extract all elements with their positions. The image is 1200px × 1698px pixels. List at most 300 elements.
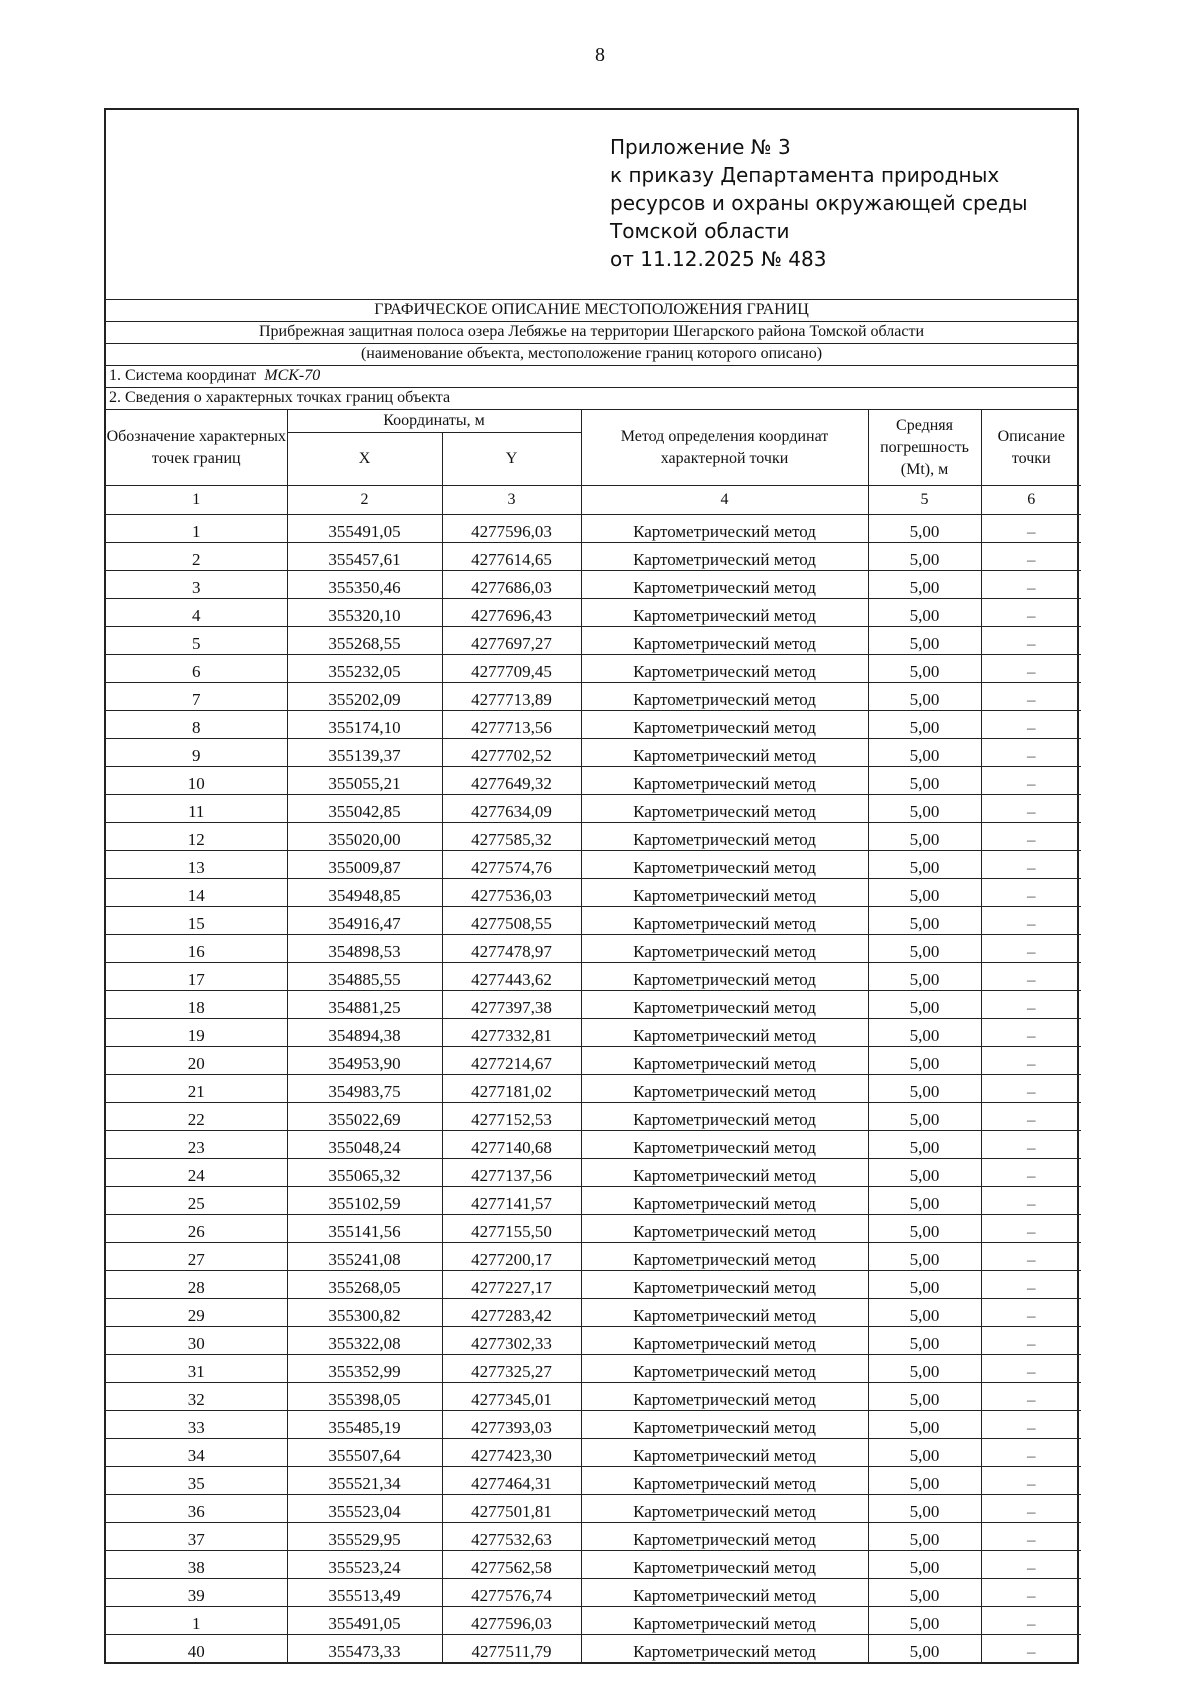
table-row [106, 1467, 1081, 1495]
method-cell: Картометрический метод [581, 1047, 868, 1075]
description-cell: – [981, 683, 1081, 711]
appendix-line: Томской области [610, 219, 790, 243]
error-cell: 5,00 [868, 1271, 981, 1299]
error-cell: 5,00 [868, 1383, 981, 1411]
description-cell: – [981, 1495, 1081, 1523]
y-cell: 4277325,27 [442, 1355, 581, 1383]
x-cell: 355457,61 [287, 543, 442, 571]
point-cell: 24 [106, 1159, 287, 1187]
point-cell: 40 [106, 1635, 287, 1663]
method-cell: Картометрический метод [581, 1495, 868, 1523]
y-cell: 4277302,33 [442, 1327, 581, 1355]
error-cell: 5,00 [868, 1355, 981, 1383]
method-cell: Картометрический метод [581, 1271, 868, 1299]
appendix-line: ресурсов и охраны окружающей среды [610, 191, 1028, 215]
description-cell: – [981, 1551, 1081, 1579]
description-cell: – [981, 515, 1081, 543]
table-row [106, 1103, 1081, 1131]
x-cell: 355398,05 [287, 1383, 442, 1411]
point-cell: 3 [106, 571, 287, 599]
x-cell: 355300,82 [287, 1299, 442, 1327]
method-cell: Картометрический метод [581, 767, 868, 795]
error-cell: 5,00 [868, 1411, 981, 1439]
table-row [106, 1243, 1081, 1271]
coord-system-value: МСК-70 [264, 367, 321, 384]
x-cell: 355055,21 [287, 767, 442, 795]
y-cell: 4277141,57 [442, 1187, 581, 1215]
y-cell: 4277649,32 [442, 767, 581, 795]
x-cell: 355268,55 [287, 627, 442, 655]
error-cell: 5,00 [868, 963, 981, 991]
y-cell: 4277227,17 [442, 1271, 581, 1299]
header-description: Описание точки [981, 410, 1081, 486]
point-cell: 30 [106, 1327, 287, 1355]
y-cell: 4277423,30 [442, 1439, 581, 1467]
method-cell: Картометрический метод [581, 1551, 868, 1579]
method-cell: Картометрический метод [581, 1327, 868, 1355]
error-cell: 5,00 [868, 1075, 981, 1103]
x-cell: 354953,90 [287, 1047, 442, 1075]
method-cell: Картометрический метод [581, 1299, 868, 1327]
description-cell: – [981, 1187, 1081, 1215]
column-number: 1 [106, 486, 287, 515]
table-row [106, 1271, 1081, 1299]
method-cell: Картометрический метод [581, 543, 868, 571]
header-x: X [287, 433, 442, 486]
point-cell: 34 [106, 1439, 287, 1467]
description-cell: – [981, 1299, 1081, 1327]
method-cell: Картометрический метод [581, 1131, 868, 1159]
x-cell: 355523,04 [287, 1495, 442, 1523]
table-row [106, 1411, 1081, 1439]
error-cell: 5,00 [868, 711, 981, 739]
x-cell: 355022,69 [287, 1103, 442, 1131]
description-cell: – [981, 1159, 1081, 1187]
table-row [106, 711, 1081, 739]
description-cell: – [981, 1243, 1081, 1271]
method-cell: Картометрический метод [581, 991, 868, 1019]
header-point: Обозначение характерных точек границ [106, 410, 287, 486]
error-cell: 5,00 [868, 1159, 981, 1187]
y-cell: 4277501,81 [442, 1495, 581, 1523]
method-cell: Картометрический метод [581, 655, 868, 683]
point-cell: 37 [106, 1523, 287, 1551]
table-row [106, 571, 1081, 599]
table-row [106, 935, 1081, 963]
point-cell: 10 [106, 767, 287, 795]
description-cell: – [981, 1327, 1081, 1355]
y-cell: 4277585,32 [442, 823, 581, 851]
description-cell: – [981, 1103, 1081, 1131]
description-cell: – [981, 1075, 1081, 1103]
point-cell: 22 [106, 1103, 287, 1131]
y-cell: 4277697,27 [442, 627, 581, 655]
description-cell: – [981, 1523, 1081, 1551]
point-cell: 4 [106, 599, 287, 627]
x-cell: 355352,99 [287, 1355, 442, 1383]
error-cell: 5,00 [868, 1523, 981, 1551]
point-cell: 21 [106, 1075, 287, 1103]
x-cell: 354881,25 [287, 991, 442, 1019]
method-cell: Картометрический метод [581, 1383, 868, 1411]
object-name: Прибрежная защитная полоса озера Лебяжье на территории Шегарского района Томской области [106, 322, 1077, 344]
point-cell: 39 [106, 1579, 287, 1607]
point-cell: 19 [106, 1019, 287, 1047]
description-cell: – [981, 1579, 1081, 1607]
table-row [106, 767, 1081, 795]
y-cell: 4277696,43 [442, 599, 581, 627]
table-row [106, 1019, 1081, 1047]
table-row [106, 739, 1081, 767]
y-cell: 4277596,03 [442, 1607, 581, 1635]
header-method: Метод определения координат характерной точки [581, 410, 868, 486]
point-cell: 31 [106, 1355, 287, 1383]
description-cell: – [981, 1355, 1081, 1383]
error-cell: 5,00 [868, 1103, 981, 1131]
x-cell: 355491,05 [287, 1607, 442, 1635]
x-cell: 355174,10 [287, 711, 442, 739]
table-row [106, 907, 1081, 935]
table-row [106, 515, 1081, 543]
x-cell: 355473,33 [287, 1635, 442, 1663]
error-cell: 5,00 [868, 1635, 981, 1663]
x-cell: 355529,95 [287, 1523, 442, 1551]
description-cell: – [981, 1047, 1081, 1075]
appendix-line: к приказу Департамента природных [610, 163, 1000, 187]
method-cell: Картометрический метод [581, 571, 868, 599]
y-cell: 4277155,50 [442, 1215, 581, 1243]
table-row [106, 1159, 1081, 1187]
error-cell: 5,00 [868, 1299, 981, 1327]
method-cell: Картометрический метод [581, 1187, 868, 1215]
x-cell: 355268,05 [287, 1271, 442, 1299]
table-row [106, 879, 1081, 907]
point-cell: 8 [106, 711, 287, 739]
method-cell: Картометрический метод [581, 795, 868, 823]
error-cell: 5,00 [868, 879, 981, 907]
description-cell: – [981, 851, 1081, 879]
x-cell: 355241,08 [287, 1243, 442, 1271]
table-row [106, 599, 1081, 627]
points-body [106, 515, 1081, 1663]
appendix-text [610, 133, 1028, 273]
table-row [106, 1187, 1081, 1215]
description-cell: – [981, 1215, 1081, 1243]
y-cell: 4277713,56 [442, 711, 581, 739]
error-cell: 5,00 [868, 1019, 981, 1047]
description-cell: – [981, 935, 1081, 963]
column-number: 2 [287, 486, 442, 515]
point-cell: 33 [106, 1411, 287, 1439]
point-cell: 25 [106, 1187, 287, 1215]
y-cell: 4277464,31 [442, 1467, 581, 1495]
table-row [106, 655, 1081, 683]
y-cell: 4277702,52 [442, 739, 581, 767]
x-cell: 355521,34 [287, 1467, 442, 1495]
description-cell: – [981, 963, 1081, 991]
method-cell: Картометрический метод [581, 963, 868, 991]
header-coords: Координаты, м [287, 410, 581, 433]
x-cell: 355507,64 [287, 1439, 442, 1467]
table-row [106, 1439, 1081, 1467]
point-cell: 35 [106, 1467, 287, 1495]
y-cell: 4277345,01 [442, 1383, 581, 1411]
table-row [106, 851, 1081, 879]
appendix-line: Приложение № 3 [610, 135, 791, 159]
y-cell: 4277713,89 [442, 683, 581, 711]
point-cell: 32 [106, 1383, 287, 1411]
error-cell: 5,00 [868, 1327, 981, 1355]
description-cell: – [981, 907, 1081, 935]
x-cell: 355485,19 [287, 1411, 442, 1439]
column-number: 3 [442, 486, 581, 515]
error-cell: 5,00 [868, 1131, 981, 1159]
point-cell: 17 [106, 963, 287, 991]
y-cell: 4277181,02 [442, 1075, 581, 1103]
y-cell: 4277140,68 [442, 1131, 581, 1159]
x-cell: 355141,56 [287, 1215, 442, 1243]
description-cell: – [981, 599, 1081, 627]
method-cell: Картометрический метод [581, 1467, 868, 1495]
y-cell: 4277596,03 [442, 515, 581, 543]
point-cell: 27 [106, 1243, 287, 1271]
header-error: Средняя погрешность (Mt), м [868, 410, 981, 486]
description-cell: – [981, 739, 1081, 767]
description-cell: – [981, 1019, 1081, 1047]
x-cell: 355232,05 [287, 655, 442, 683]
appendix-block [106, 110, 1077, 300]
y-cell: 4277511,79 [442, 1635, 581, 1663]
method-cell: Картометрический метод [581, 1103, 868, 1131]
error-cell: 5,00 [868, 1215, 981, 1243]
x-cell: 355350,46 [287, 571, 442, 599]
y-cell: 4277152,53 [442, 1103, 581, 1131]
appendix-line: от 11.12.2025 № 483 [610, 247, 827, 271]
method-cell: Картометрический метод [581, 1243, 868, 1271]
description-cell: – [981, 627, 1081, 655]
point-cell: 6 [106, 655, 287, 683]
error-cell: 5,00 [868, 1467, 981, 1495]
error-cell: 5,00 [868, 683, 981, 711]
y-cell: 4277443,62 [442, 963, 581, 991]
error-cell: 5,00 [868, 1187, 981, 1215]
table-row [106, 1075, 1081, 1103]
description-cell: – [981, 1607, 1081, 1635]
x-cell: 355202,09 [287, 683, 442, 711]
point-cell: 29 [106, 1299, 287, 1327]
error-cell: 5,00 [868, 823, 981, 851]
y-cell: 4277574,76 [442, 851, 581, 879]
method-cell: Картометрический метод [581, 683, 868, 711]
method-cell: Картометрический метод [581, 907, 868, 935]
error-cell: 5,00 [868, 935, 981, 963]
table-row [106, 1215, 1081, 1243]
x-cell: 355513,49 [287, 1579, 442, 1607]
point-cell: 23 [106, 1131, 287, 1159]
method-cell: Картометрический метод [581, 823, 868, 851]
method-cell: Картометрический метод [581, 515, 868, 543]
x-cell: 355102,59 [287, 1187, 442, 1215]
y-cell: 4277393,03 [442, 1411, 581, 1439]
description-cell: – [981, 543, 1081, 571]
point-cell: 2 [106, 543, 287, 571]
column-number: 4 [581, 486, 868, 515]
error-cell: 5,00 [868, 851, 981, 879]
method-cell: Картометрический метод [581, 1355, 868, 1383]
table-row [106, 1299, 1081, 1327]
point-cell: 13 [106, 851, 287, 879]
point-cell: 9 [106, 739, 287, 767]
y-cell: 4277536,03 [442, 879, 581, 907]
method-cell: Картометрический метод [581, 1523, 868, 1551]
y-cell: 4277634,09 [442, 795, 581, 823]
method-cell: Картометрический метод [581, 1411, 868, 1439]
table-row [106, 1047, 1081, 1075]
y-cell: 4277332,81 [442, 1019, 581, 1047]
method-cell: Картометрический метод [581, 879, 868, 907]
error-cell: 5,00 [868, 571, 981, 599]
document-frame [104, 108, 1079, 1664]
method-cell: Картометрический метод [581, 1607, 868, 1635]
method-cell: Картометрический метод [581, 1635, 868, 1663]
description-cell: – [981, 1383, 1081, 1411]
y-cell: 4277283,42 [442, 1299, 581, 1327]
description-cell: – [981, 767, 1081, 795]
method-cell: Картометрический метод [581, 851, 868, 879]
error-cell: 5,00 [868, 1607, 981, 1635]
method-cell: Картометрический метод [581, 1159, 868, 1187]
x-cell: 355322,08 [287, 1327, 442, 1355]
method-cell: Картометрический метод [581, 627, 868, 655]
description-cell: – [981, 1131, 1081, 1159]
error-cell: 5,00 [868, 543, 981, 571]
coord-system-label: 1. Система координат [109, 367, 257, 384]
point-cell: 16 [106, 935, 287, 963]
x-cell: 354983,75 [287, 1075, 442, 1103]
method-cell: Картометрический метод [581, 599, 868, 627]
point-cell: 5 [106, 627, 287, 655]
point-cell: 18 [106, 991, 287, 1019]
table-row [106, 1607, 1081, 1635]
y-cell: 4277614,65 [442, 543, 581, 571]
column-number: 5 [868, 486, 981, 515]
method-cell: Картометрический метод [581, 935, 868, 963]
description-cell: – [981, 1467, 1081, 1495]
description-cell: – [981, 795, 1081, 823]
coord-system-row [106, 366, 1077, 388]
table-row [106, 963, 1081, 991]
x-cell: 354948,85 [287, 879, 442, 907]
x-cell: 355009,87 [287, 851, 442, 879]
table-row [106, 1383, 1081, 1411]
error-cell: 5,00 [868, 599, 981, 627]
point-cell: 38 [106, 1551, 287, 1579]
page-number: 8 [595, 44, 605, 66]
table-row [106, 991, 1081, 1019]
x-cell: 354898,53 [287, 935, 442, 963]
object-caption: (наименование объекта, местоположение границ которого описано) [106, 344, 1077, 366]
error-cell: 5,00 [868, 515, 981, 543]
column-number: 6 [981, 486, 1081, 515]
y-cell: 4277709,45 [442, 655, 581, 683]
description-cell: – [981, 1271, 1081, 1299]
method-cell: Картометрический метод [581, 739, 868, 767]
table-row [106, 1579, 1081, 1607]
method-cell: Картометрический метод [581, 1215, 868, 1243]
error-cell: 5,00 [868, 1495, 981, 1523]
table-row [106, 1131, 1081, 1159]
point-cell: 28 [106, 1271, 287, 1299]
error-cell: 5,00 [868, 795, 981, 823]
y-cell: 4277478,97 [442, 935, 581, 963]
boundary-points-table [106, 410, 1081, 1662]
table-row [106, 543, 1081, 571]
table-row [106, 683, 1081, 711]
x-cell: 354894,38 [287, 1019, 442, 1047]
y-cell: 4277200,17 [442, 1243, 581, 1271]
error-cell: 5,00 [868, 1579, 981, 1607]
error-cell: 5,00 [868, 1243, 981, 1271]
method-cell: Картометрический метод [581, 711, 868, 739]
y-cell: 4277137,56 [442, 1159, 581, 1187]
y-cell: 4277686,03 [442, 571, 581, 599]
description-cell: – [981, 823, 1081, 851]
x-cell: 355020,00 [287, 823, 442, 851]
error-cell: 5,00 [868, 907, 981, 935]
x-cell: 355320,10 [287, 599, 442, 627]
x-cell: 355065,32 [287, 1159, 442, 1187]
description-cell: – [981, 1411, 1081, 1439]
section-title: ГРАФИЧЕСКОЕ ОПИСАНИЕ МЕСТОПОЛОЖЕНИЯ ГРАНИЦ [106, 300, 1077, 322]
error-cell: 5,00 [868, 991, 981, 1019]
description-cell: – [981, 1635, 1081, 1663]
point-cell: 7 [106, 683, 287, 711]
table-row [106, 1355, 1081, 1383]
description-cell: – [981, 1439, 1081, 1467]
description-cell: – [981, 711, 1081, 739]
method-cell: Картометрический метод [581, 1579, 868, 1607]
error-cell: 5,00 [868, 1439, 981, 1467]
x-cell: 355523,24 [287, 1551, 442, 1579]
y-cell: 4277532,63 [442, 1523, 581, 1551]
x-cell: 354916,47 [287, 907, 442, 935]
point-cell: 20 [106, 1047, 287, 1075]
point-cell: 15 [106, 907, 287, 935]
point-cell: 11 [106, 795, 287, 823]
point-cell: 26 [106, 1215, 287, 1243]
table-row [106, 1327, 1081, 1355]
description-cell: – [981, 991, 1081, 1019]
table-row [106, 1635, 1081, 1663]
point-cell: 36 [106, 1495, 287, 1523]
table-row [106, 1551, 1081, 1579]
description-cell: – [981, 655, 1081, 683]
method-cell: Картометрический метод [581, 1019, 868, 1047]
table-row [106, 627, 1081, 655]
x-cell: 355042,85 [287, 795, 442, 823]
table-row [106, 1495, 1081, 1523]
x-cell: 355048,24 [287, 1131, 442, 1159]
point-cell: 1 [106, 1607, 287, 1635]
method-cell: Картометрический метод [581, 1439, 868, 1467]
description-cell: – [981, 571, 1081, 599]
y-cell: 4277562,58 [442, 1551, 581, 1579]
error-cell: 5,00 [868, 739, 981, 767]
table-row [106, 823, 1081, 851]
y-cell: 4277576,74 [442, 1579, 581, 1607]
x-cell: 355139,37 [287, 739, 442, 767]
point-cell: 12 [106, 823, 287, 851]
